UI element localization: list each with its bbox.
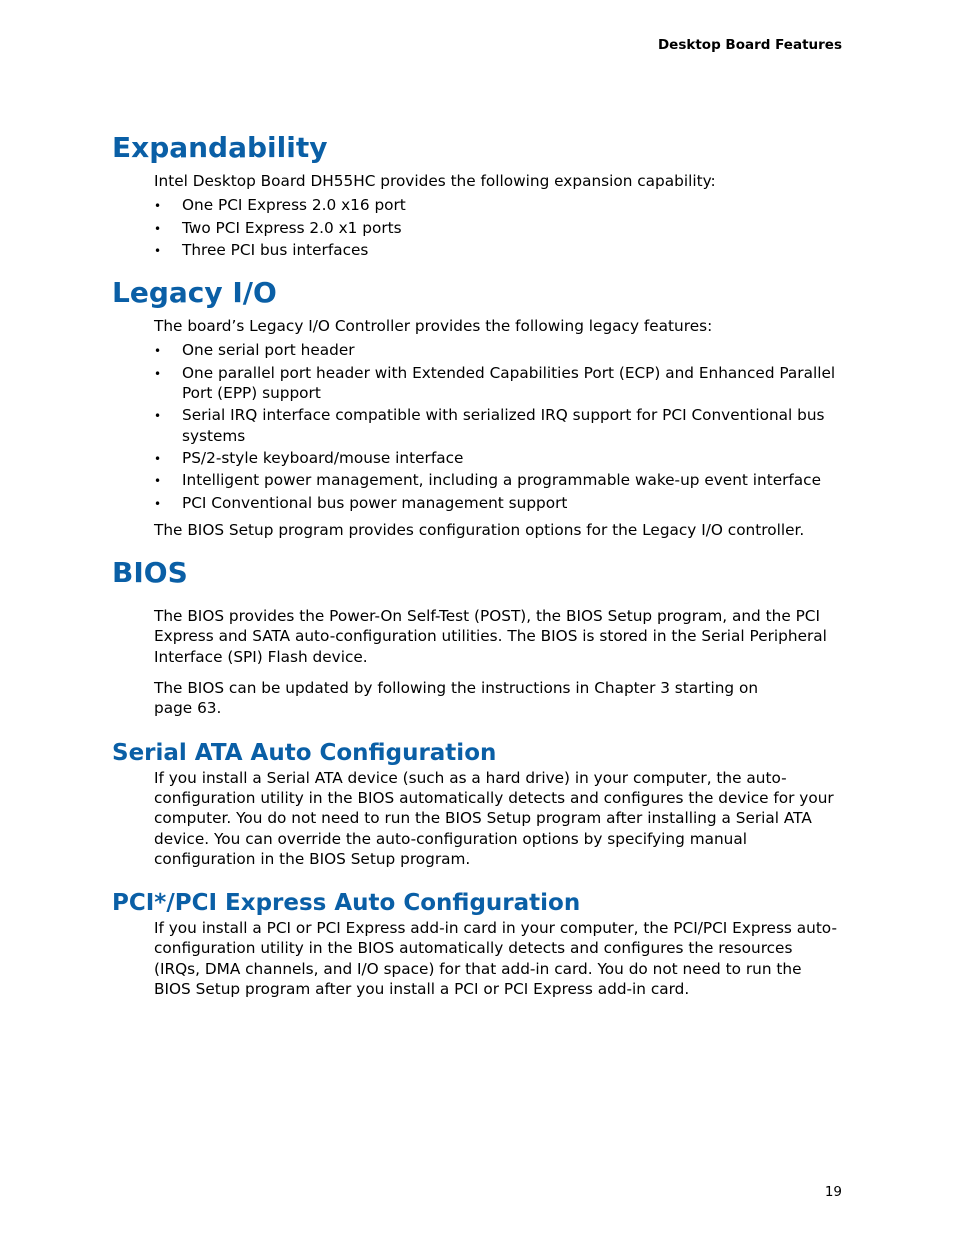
legacy-io-intro: The board’s Legacy I/O Controller provides the following legacy features: — [154, 317, 713, 336]
list-item: • One parallel port header with Extended Capabilities Port (ECP) and Enhanced Parallel Port (EPP) support — [112, 363, 842, 404]
bullet-icon — [154, 240, 174, 261]
list-item: • PS/2-style keyboard/mouse interface — [112, 448, 842, 468]
bios-paragraph-1: The BIOS provides the Power-On Self-Test (POST), the BIOS Setup program, and the PCI Express and SATA auto-configuration utilities. The BIOS is stored in the Serial Peripheral Interface (SPI) Flash device. — [154, 607, 827, 666]
bullet-icon — [154, 493, 174, 514]
legacy-io-list — [112, 340, 842, 512]
legacy-io-outro: The BIOS Setup program provides configuration options for the Legacy I/O controller. — [154, 520, 805, 539]
bios-paragraph-2: The BIOS can be updated by following the instructions in Chapter 3 starting on page 63. — [154, 679, 759, 718]
expandability-list — [112, 195, 842, 260]
subsection-heading-sata: Serial ATA Auto Configuration — [112, 739, 497, 766]
bullet-icon — [154, 340, 174, 361]
bullet-icon — [154, 448, 174, 469]
expandability-intro: Intel Desktop Board DH55HC provides the following expansion capability: — [154, 172, 716, 190]
page-content — [112, 128, 842, 999]
list-item: • Intelligent power management, including a programmable wake-up event interface — [112, 470, 842, 490]
list-item: • Serial IRQ interface compatible with serialized IRQ support for PCI Conventional bus systems — [112, 405, 842, 446]
page-number: 19 — [824, 1184, 842, 1200]
section-heading-legacy-io: Legacy I/O — [112, 276, 277, 310]
bullet-icon — [154, 363, 174, 384]
list-item: • Two PCI Express 2.0 x1 ports — [112, 218, 842, 238]
bullet-icon — [154, 470, 174, 491]
list-item: • Three PCI bus interfaces — [112, 240, 842, 260]
pci-paragraph: If you install a PCI or PCI Express add-in card in your computer, the PCI/PCI Express auto-configuration utility in the BIOS automatically detects and configures the resources (IRQs, DMA channels, and I/O space) for that add-in card. You do not need to run the BIOS Setup program after you install a PCI or PCI Express add-in card. — [154, 919, 837, 999]
bullet-icon — [154, 405, 174, 426]
list-item: • One PCI Express 2.0 x16 port — [112, 195, 842, 215]
list-item: • PCI Conventional bus power management support — [112, 493, 842, 513]
running-header: Desktop Board Features — [657, 37, 842, 53]
bullet-icon — [154, 195, 174, 216]
bullet-icon — [154, 218, 174, 239]
subsection-heading-pci: PCI*/PCI Express Auto Configuration — [112, 890, 581, 917]
section-heading-expandability: Expandability — [112, 131, 328, 164]
section-heading-bios: BIOS — [112, 556, 188, 590]
list-item: • One serial port header — [112, 340, 842, 360]
sata-paragraph: If you install a Serial ATA device (such as a hard drive) in your computer, the auto-configuration utility in the BIOS automatically detects and configures the device for your computer. You do not need to run the BIOS Setup program after installing a Serial ATA device. You can override the auto-configuration options by specifying manual configuration in the BIOS Setup program. — [154, 768, 834, 868]
